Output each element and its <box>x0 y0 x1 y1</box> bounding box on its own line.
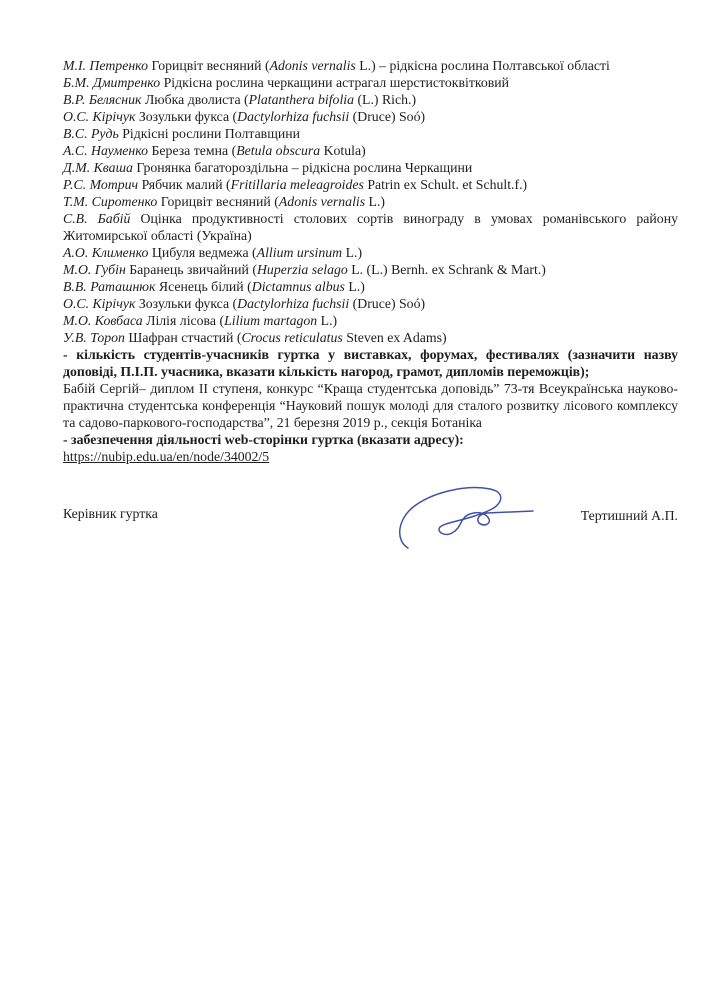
web-link-line <box>63 448 678 465</box>
web-page-bold-paragraph: - забезпечення діяльності web-сторінки гуртка (вказати адресу): <box>63 432 464 447</box>
species-entry: О.С. Кірічук Зозульки фукса (Dactylorhiza fuchsii (Druce) Soó) <box>63 109 426 124</box>
species-entry: Р.С. Мотрич Рябчик малий (Fritillaria meleagroides Patrin ex Schult. et Schult.f.) <box>63 177 528 192</box>
web-page-link[interactable]: https://nubip.edu.ua/en/node/34002/5 <box>63 449 270 464</box>
signature-stroke <box>400 488 533 548</box>
species-entry: Т.М. Сиротенко Горицвіт весняний (Adonis vernalis L.) <box>63 194 386 209</box>
species-entry: Д.М. Кваша Гронянка багатороздільна – рідкісна рослина Черкащини <box>63 160 473 175</box>
species-entry: В.В. Раташнюк Ясенець білий (Dictamnus albus L.) <box>63 279 365 294</box>
species-entry: У.В. Тороп Шафран стчастий (Crocus reticulatus Steven ex Adams) <box>63 330 447 345</box>
species-entry: А.С. Науменко Береза темна (Betula obscura Kotula) <box>63 143 366 158</box>
species-entry: В.С. Рудь Рідкісні рослини Полтавщини <box>63 126 300 141</box>
species-entry: М.І. Петренко Горицвіт весняний (Adonis vernalis L.) – рідкісна рослина Полтавської області <box>63 58 610 73</box>
award-paragraph: Бабій Сергій– диплом II ступеня, конкурс “Краща студентська доповідь” 73-тя Всеукраїнська науково-практична студентська конференція “Науковий пошук молоді для сталого розвитку лісового комплексу та садово-паркового-господарства”, 21 березня 2019 р., секція Ботаніка <box>63 381 678 430</box>
species-list <box>63 57 678 346</box>
participants-bold-paragraph: - кількість студентів-учасників гуртка у виставках, форумах, фестивалях (зазначити назву доповіді, П.І.П. учасника, вказати кількість нагород, грамот, дипломів переможців); <box>63 347 678 379</box>
species-entry: Б.М. Дмитренко Рідкісна рослина черкащини астрагал шерстистоквітковий <box>63 75 510 90</box>
species-entry: О.С. Кірічук Зозульки фукса (Dactylorhiza fuchsii (Druce) Soó) <box>63 296 426 311</box>
species-entry: А.О. Клименко Цибуля ведмежа (Allium ursinum L.) <box>63 245 363 260</box>
species-entry: В.Р. Белясник Любка дволиста (Platanthera bifolia (L.) Rich.) <box>63 92 417 107</box>
species-entry: М.О. Ковбаса Лілія лісова (Lilium martagon L.) <box>63 313 338 328</box>
signature-role-label: Керівник гуртка <box>63 506 158 521</box>
signature-block <box>63 505 678 595</box>
species-entry: С.В. Бабій Оцінка продуктивності столових сортів винограду в умовах романівського району Житомирської області (Україна) <box>63 211 678 243</box>
species-entry: М.О. Губін Баранець звичайний (Huperzia selago L. (L.) Bernh. ex Schrank & Mart.) <box>63 262 546 277</box>
handwritten-signature <box>390 478 545 560</box>
signature-person-name: Тертишний А.П. <box>580 508 678 523</box>
